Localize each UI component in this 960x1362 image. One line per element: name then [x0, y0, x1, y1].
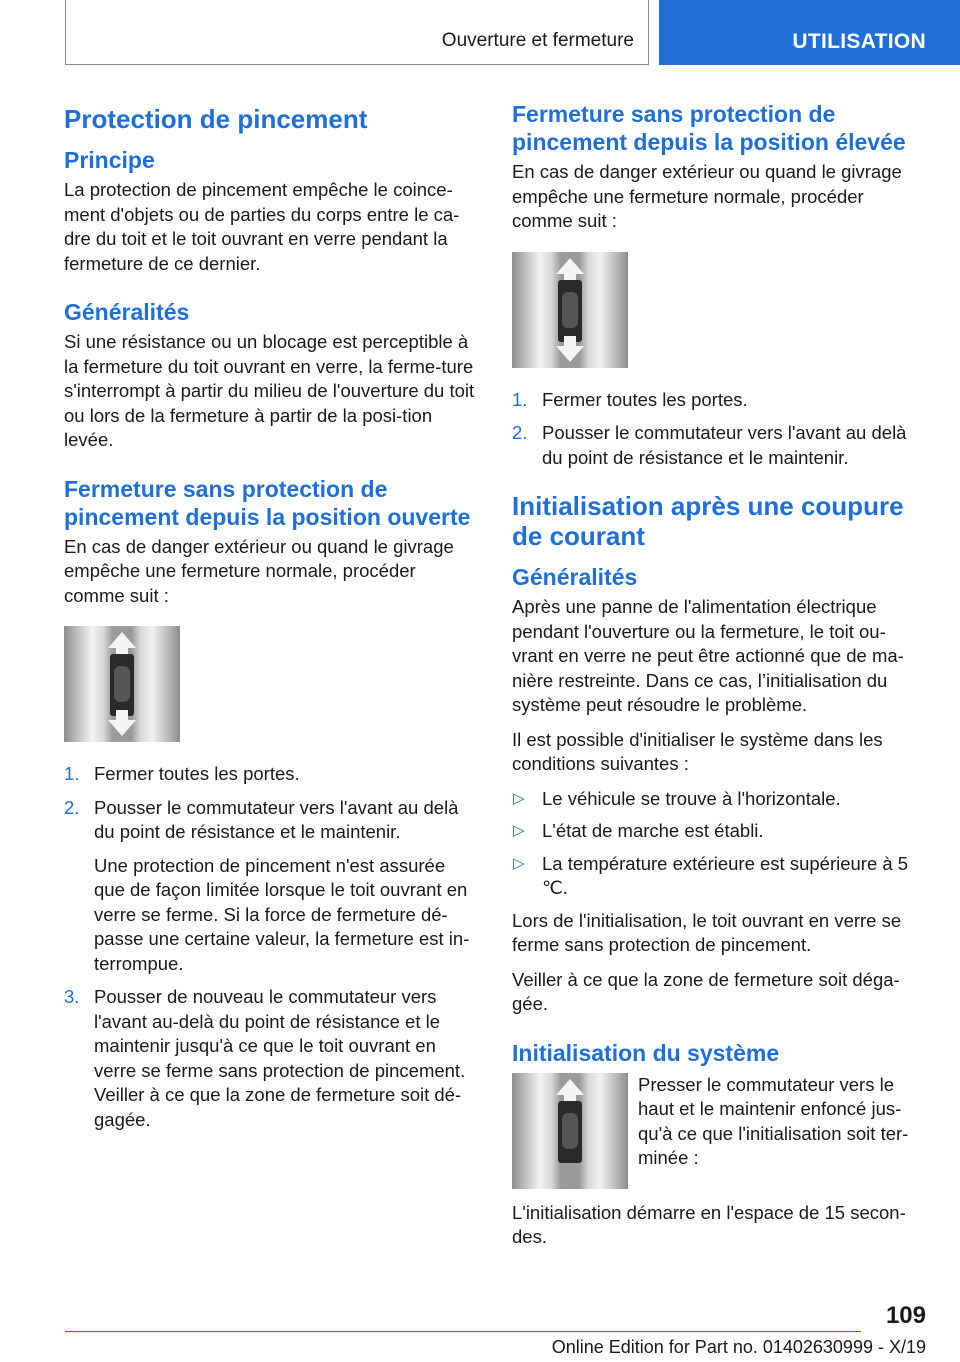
page-title: Protection de pincement: [64, 104, 368, 134]
list-item: ▷ L'état de marche est établi.: [512, 819, 922, 844]
list-item: 3. Pousser de nouveau le commutateur vers l'avant au-delà du point de résistance et le maintenir jusqu'à ce que le toit ouvrant en verre se ferme sans protection de pincement. Veiller à ce que la zone de fermeture soit dé-gagée.: [64, 986, 466, 1130]
fermeture-ouverte-heading: Fermeture sans protection de pincement depuis la position ouverte: [64, 475, 471, 530]
initialisation-final: L'initialisation démarre en l'espace de 15 secon-des.: [512, 1201, 906, 1247]
switch-photo: [64, 626, 180, 742]
list-item: ▷ Le véhicule se trouve à l'horizontale.: [512, 787, 922, 812]
triangle-bullet-icon: ▷: [513, 854, 525, 872]
fermeture-elevee-intro: En cas de danger extérieur ou quand le givrage empêche une fermeture normale, procéder comme suit :: [512, 161, 902, 231]
principe-text: La protection de pincement empêche le coince-ment d'objets ou de parties du corps entre le ca-dre du toit et le toit ouvrant en verre pendant la fermeture de ce dernier.: [64, 179, 460, 274]
fermeture-ouverte-steps: [64, 762, 480, 1132]
fermeture-elevee-heading: Fermeture sans protection de pincement depuis la position élevée: [512, 101, 906, 155]
header-chapter-tab: [659, 0, 960, 65]
header-section-box: [65, 0, 649, 65]
list-item: ▷ La température extérieure est supérieure à 5 ℃.: [513, 852, 909, 898]
section-title: Ouverture et fermeture: [441, 30, 634, 51]
initialisation-systeme-heading: Initialisation du système: [512, 1039, 780, 1066]
initialisation-systeme-block: [512, 1073, 922, 1189]
fermeture-elevee-steps: [512, 388, 922, 471]
edition-info: Online Edition for Part no. 01402630999 - X/19: [551, 1337, 926, 1357]
fermeture-ouverte-intro: En cas de danger extérieur ou quand le givrage empêche une fermeture normale, procéder comme suit :: [64, 535, 454, 606]
generalites-text: Si une résistance ou un blocage est perceptible à la fermeture du toit ouvrant en verre, la ferme-ture s'interrompt à partir du milieu de l'ouverture du toit ou lors de la fermeture à partir de la posi-tion levée.: [64, 331, 475, 450]
principe-heading: Principe: [64, 147, 155, 173]
generalites-heading: Généralités: [64, 299, 190, 325]
initialisation-p1: Après une panne de l'alimentation électrique pendant l'ouverture ou la fermeture, le toit ou-vrant en verre ne peut être actionné que de ma-nière restreinte. Dans ce cas, l’initialisation du système peut résoudre le problème.: [512, 596, 904, 715]
initialisation-systeme-text: Presser le commutateur vers le haut et le maintenir enfoncé jus-qu'à ce que l'initialisation soit ter-minée :: [638, 1073, 909, 1168]
switch-photo: [512, 252, 628, 368]
right-column: [512, 100, 922, 1260]
chapter-title: UTILISATION: [792, 30, 926, 53]
initialisation-p4: Veiller à ce que la zone de fermeture soit déga-gée.: [512, 968, 900, 1014]
initialisation-p3: Lors de l'initialisation, le toit ouvrant en verre se ferme sans protection de pincement.: [512, 909, 902, 955]
triangle-bullet-icon: ▷: [513, 789, 525, 807]
switch-photo: [512, 1073, 628, 1189]
list-item: 2. Pousser le commutateur vers l'avant au delà du point de résistance et le maintenir. Une protection de pincement n'est assurée que de façon limitée lorsque le toit ouvrant en verre se ferme. Si la force de fermeture dé-passe une certaine valeur, la fermeture est in-terrompue.: [64, 796, 470, 974]
triangle-bullet-icon: ▷: [513, 822, 525, 839]
footer-divider: [65, 1331, 861, 1332]
list-item: 1. Fermer toutes les portes.: [512, 388, 748, 410]
list-item: 2. Pousser le commutateur vers l'avant au delà du point de résistance et le maintenir.: [512, 422, 907, 468]
page-number: 109: [885, 1302, 926, 1329]
left-column: [64, 100, 480, 1141]
initialisation-p2: Il est possible d'initialiser le système dans les conditions suivantes :: [512, 728, 883, 774]
initialisation-generalites-heading: Généralités: [512, 564, 638, 590]
initialisation-title: Initialisation après une coupure de courant: [512, 491, 904, 551]
list-item: 1. Fermer toutes les portes.: [64, 763, 300, 784]
conditions-list: [512, 787, 922, 901]
